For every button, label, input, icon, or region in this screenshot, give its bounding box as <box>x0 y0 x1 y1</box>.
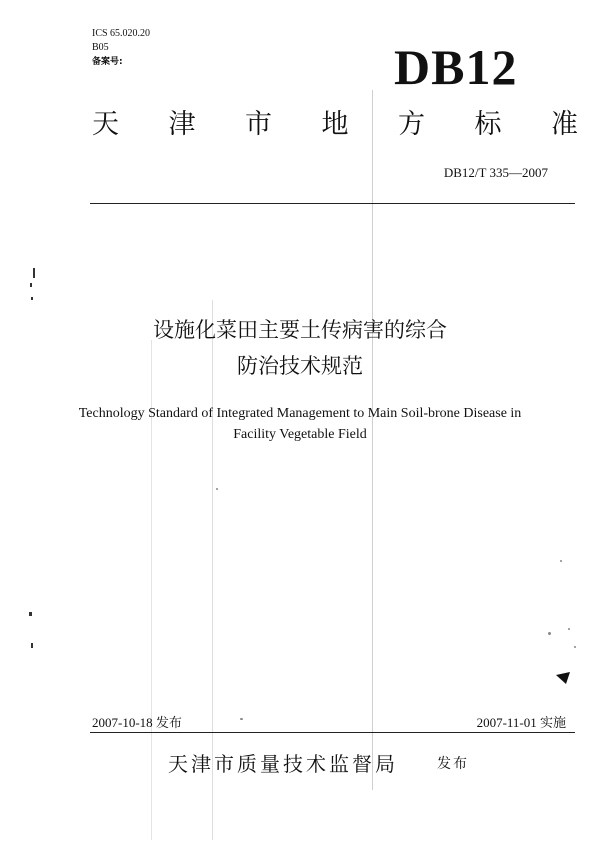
implement-date: 2007-11-01 实施 <box>476 715 566 730</box>
record-number-label: 备案号: <box>92 57 123 67</box>
black-triangle-icon <box>556 672 570 684</box>
scan-speck <box>30 283 32 287</box>
category-code: B05 <box>92 42 109 53</box>
standard-code-logo: DB12 <box>394 39 518 95</box>
footer-divider <box>90 732 575 733</box>
scan-speck <box>560 560 562 562</box>
scan-speck <box>216 488 218 490</box>
scan-speck <box>568 628 570 630</box>
standard-type-char: 方 <box>398 109 425 140</box>
header-divider <box>90 203 575 204</box>
scan-speck <box>31 297 33 300</box>
standard-type-char: 准 <box>551 109 578 140</box>
document-title-line1: 设施化菜田主要土传病害的综合 <box>153 318 447 342</box>
standard-type-char: 标 <box>474 109 502 140</box>
scan-speck <box>31 643 33 648</box>
issuing-authority: 天津市质量技术监督局 <box>168 752 398 776</box>
english-title-line1: Technology Standard of Integrated Management to Main Soil-brone Disease in <box>78 406 522 421</box>
standard-type-char: 津 <box>168 109 196 140</box>
scan-speck <box>29 612 32 616</box>
standard-type-char: 天 <box>92 109 119 140</box>
standard-type-char: 市 <box>245 109 272 140</box>
english-title-line2: Facility Vegetable Field <box>233 427 367 442</box>
document-title-line2: 防治技术规范 <box>237 354 363 378</box>
scan-speck <box>33 268 35 278</box>
standard-type-char: 地 <box>321 109 349 140</box>
scan-speck <box>240 718 243 720</box>
standard-type-title <box>92 108 578 142</box>
standard-number: DB12/T 335—2007 <box>443 165 548 180</box>
release-date: 2007-10-18 发布 <box>92 715 182 730</box>
scan-speck <box>548 632 551 635</box>
ics-code: ICS 65.020.20 <box>92 28 151 39</box>
issue-label: 发布 <box>437 756 469 772</box>
scan-speck <box>574 646 576 648</box>
